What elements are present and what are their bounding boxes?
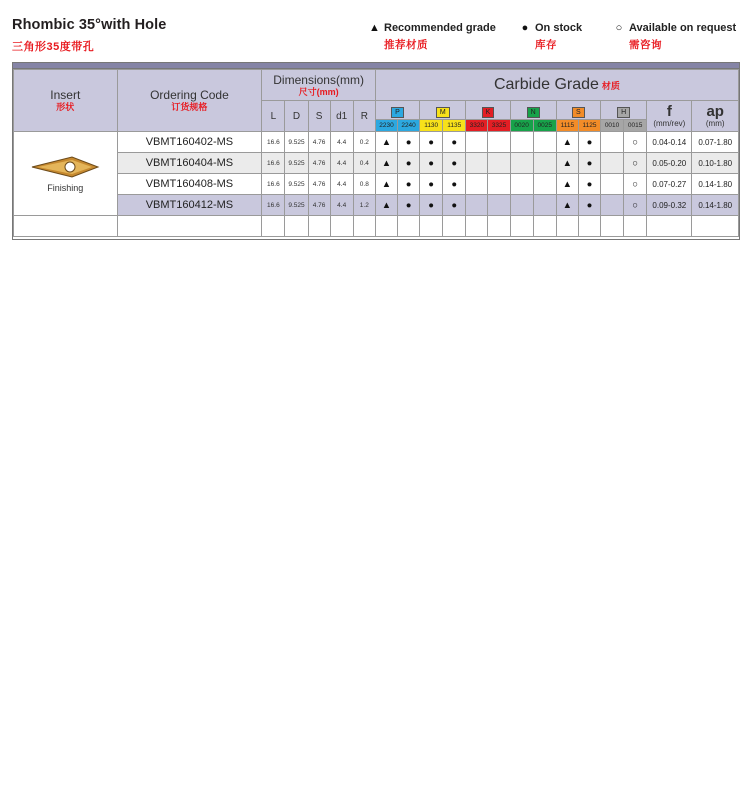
ordering-code (117, 216, 262, 237)
grade-availability (510, 216, 533, 237)
grade-availability: ● (578, 153, 600, 174)
grade-availability: ▲ (556, 195, 578, 216)
dim-value-L: 16.6 (262, 195, 285, 216)
grade-availability: ● (398, 132, 420, 153)
dim-value-D: 9.525 (285, 174, 308, 195)
grade-letter-badge: N (527, 107, 540, 118)
grade-availability: ○ (624, 153, 647, 174)
grade-availability: ● (578, 132, 600, 153)
grade-availability (533, 195, 556, 216)
grade-letter-badge: H (617, 107, 630, 118)
dim-value-S (308, 216, 330, 237)
legend-label-cn: 需咨询 (629, 39, 662, 51)
grade-availability: ● (578, 174, 600, 195)
table-row (14, 153, 739, 174)
dim-value-R (353, 216, 375, 237)
grade-availability (510, 132, 533, 153)
dim-value-L: 16.6 (262, 174, 285, 195)
grade-availability: ● (420, 174, 443, 195)
grade-availability (510, 195, 533, 216)
grade-availability (533, 132, 556, 153)
grade-availability: ● (398, 153, 420, 174)
title-block (12, 17, 166, 54)
dim-value-S: 4.76 (308, 153, 330, 174)
dim-value-D: 9.525 (285, 195, 308, 216)
grade-availability: ● (398, 195, 420, 216)
grade-code: 2240 (398, 120, 420, 132)
page-title: Rhombic 35°with Hole (12, 17, 167, 33)
legend-label: Available on request (629, 22, 737, 34)
filled-circle-icon: ● (521, 21, 529, 34)
dim-value-R: 1.2 (353, 195, 375, 216)
legend-recommended (369, 22, 496, 52)
grade-availability: ▲ (375, 174, 397, 195)
grade-availability: ● (443, 153, 466, 174)
grade-code: 1130 (420, 120, 443, 132)
grade-code: 0010 (601, 120, 624, 132)
grade-availability: ○ (624, 174, 647, 195)
table-row (14, 132, 739, 153)
grade-group-m (420, 101, 466, 120)
grade-availability (533, 216, 556, 237)
grade-availability: ▲ (375, 195, 397, 216)
table-row (14, 216, 739, 237)
dim-col-S: S (308, 101, 330, 132)
grade-availability (466, 153, 488, 174)
grade-availability: ● (443, 195, 466, 216)
f-header: f (mm/rev) (647, 101, 692, 132)
grade-availability (556, 216, 578, 237)
grade-availability (624, 216, 647, 237)
carbide-grade-header: Carbide Grade 材质 (375, 70, 738, 101)
table-row (14, 195, 739, 216)
dim-col-D: D (285, 101, 308, 132)
dim-value-L: 16.6 (262, 153, 285, 174)
grade-availability: ● (578, 195, 600, 216)
ap-range: 0.14-1.80 (692, 195, 739, 216)
grade-code: 1135 (443, 120, 466, 132)
grade-availability: ○ (624, 132, 647, 153)
grade-availability (601, 132, 624, 153)
grade-availability (578, 216, 600, 237)
ap-range (692, 216, 739, 237)
insert-header: Insert 形状 (14, 70, 118, 132)
f-range: 0.04-0.14 (647, 132, 692, 153)
dim-col-R: R (353, 101, 375, 132)
grade-availability (466, 195, 488, 216)
grade-group-n (510, 101, 556, 120)
f-range: 0.07-0.27 (647, 174, 692, 195)
dim-value-R: 0.4 (353, 153, 375, 174)
grade-code: 3320 (466, 120, 488, 132)
legend-label-cn: 推荐材质 (384, 39, 428, 51)
grade-availability (533, 153, 556, 174)
dim-value-d1: 4.4 (330, 174, 353, 195)
grade-availability (488, 195, 510, 216)
grade-availability (443, 216, 466, 237)
grade-availability: ● (443, 132, 466, 153)
grade-availability: ▲ (556, 174, 578, 195)
dimensions-header: Dimensions(mm) 尺寸(mm) (262, 70, 376, 101)
grade-availability (488, 153, 510, 174)
insert-image-cell (14, 132, 118, 216)
grade-availability (510, 174, 533, 195)
dim-value-D: 9.525 (285, 153, 308, 174)
grade-availability (601, 195, 624, 216)
grade-code: 1115 (556, 120, 578, 132)
grade-availability (466, 132, 488, 153)
ap-header: ap (mm) (692, 101, 739, 132)
legend-label: Recommended grade (384, 22, 496, 34)
grade-grid (13, 69, 739, 237)
legend-on-stock (520, 22, 582, 52)
dim-col-L: L (262, 101, 285, 132)
rhombic-insert-icon (30, 155, 100, 179)
product-table (12, 62, 740, 240)
grade-availability (375, 216, 397, 237)
grade-availability (601, 216, 624, 237)
dim-value-L (262, 216, 285, 237)
dim-value-d1: 4.4 (330, 132, 353, 153)
grade-availability (488, 132, 510, 153)
open-circle-icon: ○ (615, 21, 623, 34)
grade-availability (488, 174, 510, 195)
grade-availability (398, 216, 420, 237)
grade-group-k (466, 101, 510, 120)
grade-group-s (556, 101, 600, 120)
grade-code: 0015 (624, 120, 647, 132)
grade-availability (510, 153, 533, 174)
ordering-code: VBMT160404-MS (117, 153, 262, 174)
legend-on-request (614, 22, 736, 52)
dim-col-d1: d1 (330, 101, 353, 132)
grade-availability (488, 216, 510, 237)
grade-availability (533, 174, 556, 195)
ap-range: 0.07-1.80 (692, 132, 739, 153)
grade-availability: ▲ (556, 132, 578, 153)
grade-availability: ▲ (375, 132, 397, 153)
grade-availability (420, 216, 443, 237)
grade-availability (601, 153, 624, 174)
f-range: 0.09-0.32 (647, 195, 692, 216)
ap-range: 0.10-1.80 (692, 153, 739, 174)
grade-letter-badge: P (391, 107, 404, 118)
legend-label-cn: 库存 (535, 39, 557, 51)
insert-caption: Finishing (47, 182, 84, 193)
grade-availability: ○ (624, 195, 647, 216)
legend-label: On stock (535, 22, 583, 34)
grade-availability: ● (398, 174, 420, 195)
grade-group-p (375, 101, 419, 120)
grade-letter-badge: K (482, 107, 495, 118)
dim-value-S: 4.76 (308, 195, 330, 216)
dim-value-D (285, 216, 308, 237)
dim-value-D: 9.525 (285, 132, 308, 153)
dim-value-S: 4.76 (308, 132, 330, 153)
dim-value-L: 16.6 (262, 132, 285, 153)
empty-cell (14, 216, 118, 237)
dim-value-R: 0.8 (353, 174, 375, 195)
grade-code: 0020 (510, 120, 533, 132)
f-range: 0.05-0.20 (647, 153, 692, 174)
table-row (14, 174, 739, 195)
dim-value-d1 (330, 216, 353, 237)
grade-availability: ● (420, 195, 443, 216)
ordering-code: VBMT160402-MS (117, 132, 262, 153)
dim-value-S: 4.76 (308, 174, 330, 195)
grade-code: 0025 (533, 120, 556, 132)
ordering-code: VBMT160412-MS (117, 195, 262, 216)
page-title-cn: 三角形35度带孔 (12, 41, 95, 53)
grade-code: 3325 (488, 120, 510, 132)
dim-value-d1: 4.4 (330, 195, 353, 216)
grade-code: 1125 (578, 120, 600, 132)
grade-availability (601, 174, 624, 195)
grade-letter-badge: M (436, 107, 450, 118)
f-range (647, 216, 692, 237)
grade-code: 2230 (375, 120, 397, 132)
grade-availability: ● (443, 174, 466, 195)
grade-availability: ● (420, 132, 443, 153)
ordering-code-header: Ordering Code 订货规格 (117, 70, 262, 132)
grade-availability: ▲ (556, 153, 578, 174)
ap-range: 0.14-1.80 (692, 174, 739, 195)
dim-value-R: 0.2 (353, 132, 375, 153)
ordering-code: VBMT160408-MS (117, 174, 262, 195)
filled-triangle-icon: ▲ (369, 21, 380, 34)
grade-group-h (601, 101, 647, 120)
grade-availability (466, 216, 488, 237)
grade-availability: ▲ (375, 153, 397, 174)
grade-availability (466, 174, 488, 195)
dim-value-d1: 4.4 (330, 153, 353, 174)
grade-availability: ● (420, 153, 443, 174)
grade-letter-badge: S (572, 107, 585, 118)
